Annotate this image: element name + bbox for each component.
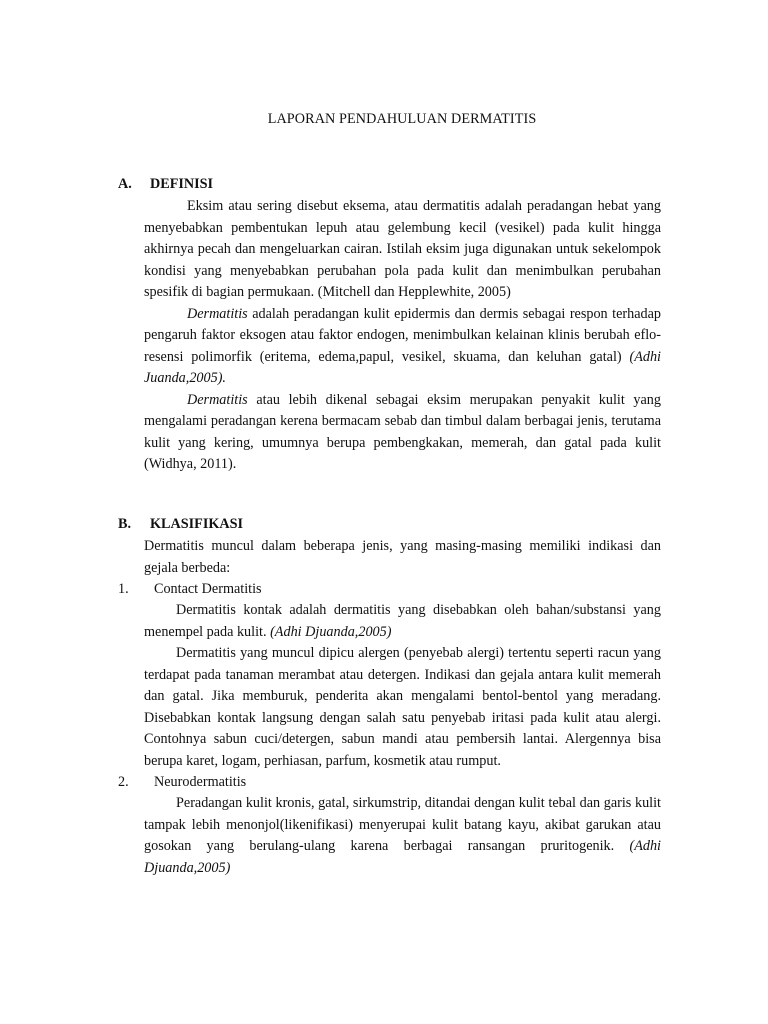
neurodermatitis-body: [144, 793, 661, 879]
definisi-body: [144, 196, 661, 476]
list-number: 1.: [118, 581, 129, 597]
paragraph: Dermatitis muncul dalam beberapa jenis, yang masing-masing memiliki indikasi dan gejala berbeda:: [144, 538, 661, 576]
contact-dermatitis-body: [144, 600, 661, 772]
list-item-contact-dermatitis: [118, 579, 678, 601]
section-number: B.: [118, 516, 132, 532]
klasifikasi-intro: [144, 536, 661, 579]
italic-term: Dermatitis: [187, 305, 248, 322]
section-title: DEFINISI: [150, 176, 214, 192]
citation: (Adhi Juanda,2005).: [144, 348, 661, 386]
paragraph: [144, 793, 661, 879]
paragraph: [144, 304, 661, 390]
paragraph: [144, 643, 661, 772]
list-item-neurodermatitis: [118, 772, 678, 794]
paragraph-text: adalah peradangan kulit epidermis dan dermis sebagai respon terhadap pengaruh faktor eksogen atau faktor endogen, menimbulkan kelainan klinis berubah eflo-resensi polimorfik (eritema, edema,papul, vesikel, skuama, dan keluhan gatal): [144, 305, 661, 365]
paragraph-text: Dermatitis kontak adalah dermatitis yang disebabkan oleh bahan/substansi yang menempel pada kulit.: [144, 602, 661, 640]
paragraph: [144, 390, 661, 476]
paragraph-text: Eksim atau sering disebut eksema, atau dermatitis adalah peradangan hebat yang menyebabkan pembentukan lepuh atau gelembung kecil (vesikel) pada kulit hingga akhirnya pecah dan mengeluarkan cairan. Istilah eksim juga digunakan untuk sekelompok kondisi yang menyebabkan perubahan pola pada kulit dan menimbulkan perubahan spesifik di bagian permukaan. (Mitchell dan Hepplewhite, 2005): [144, 198, 661, 300]
paragraph: [144, 196, 661, 304]
citation: (Adhi Djuanda,2005): [144, 838, 661, 876]
section-heading-klasifikasi: [118, 514, 243, 536]
italic-term: Dermatitis: [187, 391, 248, 408]
section-heading-definisi: [118, 174, 213, 196]
paragraph-text: atau lebih dikenal sebagai eksim merupakan penyakit kulit yang mengalami peradangan kerena bermacam sebab dan timbul dalam berbagai jenis, terutama kulit yang kering, umumnya berupa pembengkakan, memerah, dan gatal pada kulit (Widhya, 2011).: [144, 391, 661, 472]
section-number: A.: [118, 176, 132, 192]
paragraph-text: Peradangan kulit kronis, gatal, sirkumstrip, ditandai dengan kulit tebal dan garis kulit tampak lebih menonjol(likenifikasi) menyerupai kulit batang kayu, akibat garukan atau gosokan yang berulang-ulang karena berbagai ransangan pruritogenik.: [144, 795, 661, 854]
list-number: 2.: [118, 774, 129, 790]
citation: (Adhi Djuanda,2005): [270, 623, 392, 640]
paragraph: [144, 600, 661, 643]
section-title: KLASIFIKASI: [150, 516, 244, 532]
document-title: LAPORAN PENDAHULUAN DERMATITIS: [267, 111, 537, 127]
paragraph-text: Dermatitis yang muncul dipicu alergen (penyebab alergi) tertentu seperti racun yang terdapat pada tanaman merambat atau detergen. Indikasi dan gejala antara kulit memerah dan gatal. Jika memburuk, penderita akan mengalami bentol-bentol yang meradang. Disebabkan kontak langsung dengan salah satu penyebab iritasi pada kulit atau alergi. Contohnya sabun cuci/detergen, sabun mandi atau pembersih lantai. Alergennya bisa berupa karet, logam, perhiasan, parfum, kosmetik atau rumput.: [144, 645, 661, 769]
list-item-label: Neurodermatitis: [154, 774, 247, 790]
list-item-label: Contact Dermatitis: [154, 581, 262, 597]
